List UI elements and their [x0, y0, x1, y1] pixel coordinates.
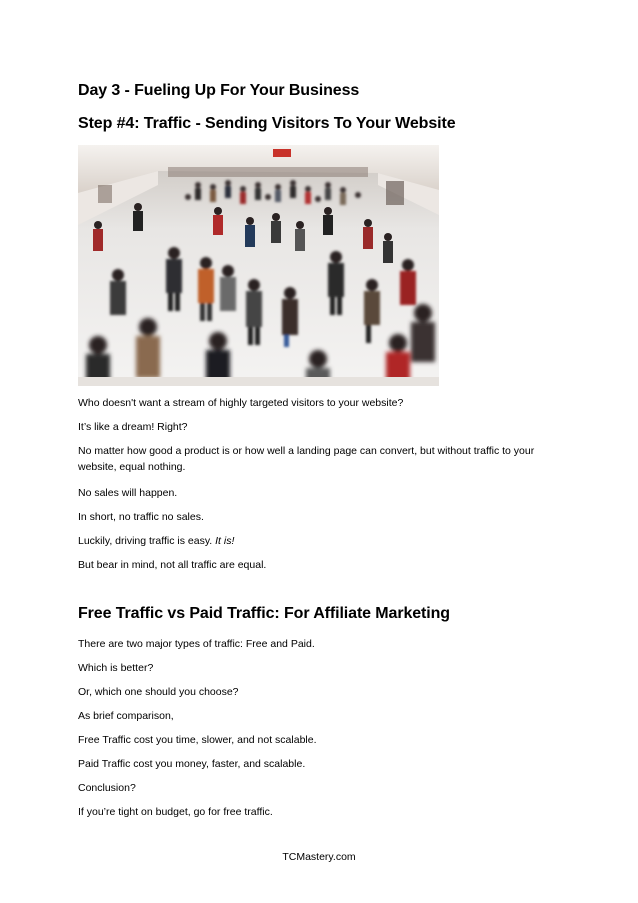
intro-paragraph-7: But bear in mind, not all traffic are equal. [78, 559, 267, 571]
section-paragraph-8: If you’re tight on budget, go for free traffic. [78, 806, 273, 818]
step-heading: Step #4: Traffic - Sending Visitors To Your Website [78, 115, 456, 132]
intro-paragraph-6-lead: Luckily, driving traffic is easy. [78, 535, 216, 547]
intro-paragraph-5: In short, no traffic no sales. [78, 511, 204, 523]
section-paragraph-3: Or, which one should you choose? [78, 686, 239, 698]
intro-paragraph-3: No matter how good a product is or how well a landing page can convert, but without traffic to your website, equal nothing. [78, 445, 535, 473]
section-paragraph-4: As brief comparison, [78, 710, 174, 722]
section-paragraph-2: Which is better? [78, 662, 154, 674]
section-paragraph-6: Paid Traffic cost you money, faster, and scalable. [78, 758, 306, 770]
section-paragraph-1: There are two major types of traffic: Free and Paid. [78, 638, 315, 650]
intro-paragraph-6-emphasis: It is! [215, 535, 235, 547]
day-heading: Day 3 - Fueling Up For Your Business [78, 82, 360, 99]
intro-paragraph-4: No sales will happen. [78, 487, 178, 499]
intro-paragraph-2: It’s like a dream! Right? [78, 421, 188, 433]
section-paragraph-7: Conclusion? [78, 782, 136, 794]
crowd-photo [78, 145, 439, 386]
section-heading-free-vs-paid: Free Traffic vs Paid Traffic: For Affiliate Marketing [78, 605, 450, 622]
intro-paragraph-1: Who doesn't want a stream of highly targeted visitors to your website? [78, 397, 404, 409]
intro-paragraph-6 [78, 533, 234, 549]
section-paragraph-5: Free Traffic cost you time, slower, and not scalable. [78, 734, 317, 746]
page-footer: TCMastery.com [282, 851, 356, 863]
